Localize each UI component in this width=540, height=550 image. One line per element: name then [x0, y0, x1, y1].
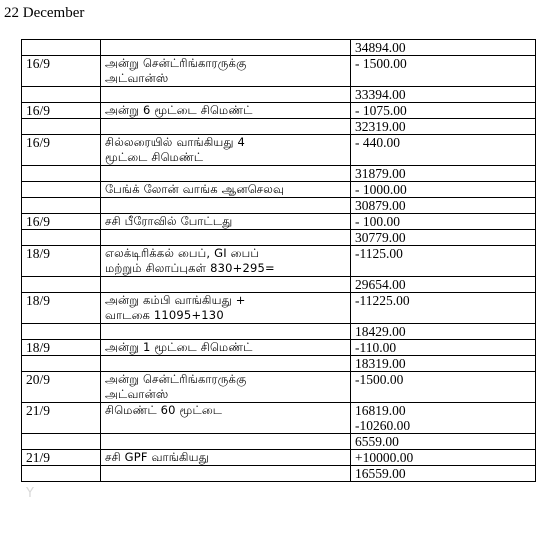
description-line: வாடகை 11095+130 — [105, 308, 224, 322]
date-cell: 21/9 — [22, 450, 101, 466]
amount-value: 34894.00 — [355, 40, 406, 55]
table-row — [22, 246, 536, 277]
description-line: அன்று சென்ட்ரிங்காரருக்கு — [105, 372, 247, 386]
description-cell — [101, 403, 351, 434]
amount-cell — [351, 103, 536, 119]
amount-cell — [351, 166, 536, 182]
amount-cell — [351, 40, 536, 56]
description-line: பேங்க் லோன் வாங்க ஆனசெலவு — [105, 182, 285, 196]
amount-value: -1500.00 — [355, 372, 404, 387]
description-cell — [101, 166, 351, 182]
amount-value: - 1500.00 — [355, 56, 407, 71]
amount-value: 29654.00 — [355, 277, 406, 292]
description-line: சசி பீரோவில் போட்டது — [105, 214, 233, 228]
description-cell — [101, 246, 351, 277]
amount-cell — [351, 372, 536, 403]
date-cell — [22, 466, 101, 482]
description-line: மற்றும் சிலாப்புகள் 830+295= — [105, 261, 275, 275]
table-row — [22, 40, 536, 56]
table-row — [22, 340, 536, 356]
amount-value: +10000.00 — [355, 450, 414, 465]
description-cell — [101, 277, 351, 293]
date-cell — [22, 230, 101, 246]
date-cell: 16/9 — [22, 103, 101, 119]
date-cell — [22, 324, 101, 340]
amount-value: 16559.00 — [355, 466, 406, 481]
amount-cell — [351, 246, 536, 277]
amount-cell — [351, 198, 536, 214]
description-cell — [101, 198, 351, 214]
table-row — [22, 450, 536, 466]
date-cell — [22, 40, 101, 56]
date-cell: 16/9 — [22, 56, 101, 87]
description-line: அன்று 1 மூட்டை சிமெண்ட் — [105, 340, 253, 354]
description-cell — [101, 135, 351, 166]
amount-value: -10260.00 — [355, 418, 411, 433]
description-line: எலக்டிரிக்கல் பைப், GI பைப் — [105, 246, 260, 260]
description-cell — [101, 324, 351, 340]
date-cell: 18/9 — [22, 246, 101, 277]
date-cell: 16/9 — [22, 135, 101, 166]
amount-cell — [351, 340, 536, 356]
date-cell — [22, 119, 101, 135]
amount-cell — [351, 403, 536, 434]
date-cell: 20/9 — [22, 372, 101, 403]
description-cell — [101, 230, 351, 246]
date-cell — [22, 356, 101, 372]
amount-value: -110.00 — [355, 340, 397, 355]
description-cell — [101, 214, 351, 230]
table-row — [22, 103, 536, 119]
ledger-body — [22, 40, 536, 482]
amount-cell — [351, 230, 536, 246]
description-cell — [101, 56, 351, 87]
amount-value: 30779.00 — [355, 230, 406, 245]
date-cell — [22, 87, 101, 103]
ledger-table — [21, 39, 536, 482]
table-row — [22, 324, 536, 340]
description-cell — [101, 40, 351, 56]
table-row — [22, 403, 536, 434]
table-row — [22, 119, 536, 135]
amount-value: 33394.00 — [355, 87, 406, 102]
amount-cell — [351, 119, 536, 135]
date-cell — [22, 277, 101, 293]
date-cell — [22, 182, 101, 198]
date-cell: 16/9 — [22, 214, 101, 230]
amount-cell — [351, 293, 536, 324]
table-row — [22, 198, 536, 214]
table-row — [22, 372, 536, 403]
description-cell — [101, 356, 351, 372]
table-row — [22, 56, 536, 87]
amount-value: 16819.00 — [355, 403, 406, 418]
description-cell — [101, 182, 351, 198]
table-row — [22, 230, 536, 246]
amount-cell — [351, 182, 536, 198]
amount-cell — [351, 324, 536, 340]
amount-value: 18319.00 — [355, 356, 406, 371]
table-row — [22, 214, 536, 230]
table-row — [22, 466, 536, 482]
description-cell — [101, 119, 351, 135]
amount-cell — [351, 450, 536, 466]
amount-cell — [351, 214, 536, 230]
table-row — [22, 166, 536, 182]
date-cell — [22, 434, 101, 450]
description-cell — [101, 372, 351, 403]
table-row — [22, 293, 536, 324]
table-row — [22, 356, 536, 372]
amount-cell — [351, 466, 536, 482]
amount-cell — [351, 135, 536, 166]
table-row — [22, 434, 536, 450]
description-line: சிமெண்ட் 60 மூட்டை — [105, 403, 223, 417]
description-line: சில்லரையில் வாங்கியது 4 — [105, 135, 246, 149]
table-row — [22, 87, 536, 103]
description-line: அட்வான்ஸ் — [105, 71, 169, 85]
amount-value: 30879.00 — [355, 198, 406, 213]
amount-value: - 440.00 — [355, 135, 400, 150]
amount-value: - 1075.00 — [355, 103, 407, 118]
date-cell — [22, 198, 101, 214]
description-line: அட்வான்ஸ் — [105, 387, 169, 401]
table-row — [22, 277, 536, 293]
description-line: அன்று சென்ட்ரிங்காரருக்கு — [105, 56, 247, 70]
document-date-heading: 22 December — [4, 5, 85, 21]
amount-value: - 1000.00 — [355, 182, 407, 197]
watermark-text: Y — [26, 486, 34, 501]
amount-value: -11225.00 — [355, 293, 410, 308]
description-cell — [101, 450, 351, 466]
amount-value: - 100.00 — [355, 214, 400, 229]
description-line: சசி GPF வாங்கியது — [105, 450, 209, 464]
description-cell — [101, 87, 351, 103]
date-cell — [22, 166, 101, 182]
amount-value: 31879.00 — [355, 166, 406, 181]
amount-cell — [351, 56, 536, 87]
description-cell — [101, 466, 351, 482]
table-row — [22, 135, 536, 166]
table-row — [22, 182, 536, 198]
date-cell: 18/9 — [22, 340, 101, 356]
description-cell — [101, 340, 351, 356]
amount-cell — [351, 434, 536, 450]
amount-cell — [351, 356, 536, 372]
description-line: அன்று கம்பி வாங்கியது + — [105, 293, 246, 307]
amount-value: 32319.00 — [355, 119, 406, 134]
amount-value: 18429.00 — [355, 324, 406, 339]
date-cell: 18/9 — [22, 293, 101, 324]
description-line: மூட்டை சிமெண்ட் — [105, 150, 204, 164]
amount-cell — [351, 277, 536, 293]
date-cell: 21/9 — [22, 403, 101, 434]
amount-cell — [351, 87, 536, 103]
description-line: அன்று 6 மூட்டை சிமெண்ட் — [105, 103, 253, 117]
description-cell — [101, 293, 351, 324]
description-cell — [101, 434, 351, 450]
amount-value: 6559.00 — [355, 434, 399, 449]
description-cell — [101, 103, 351, 119]
amount-value: -1125.00 — [355, 246, 403, 261]
